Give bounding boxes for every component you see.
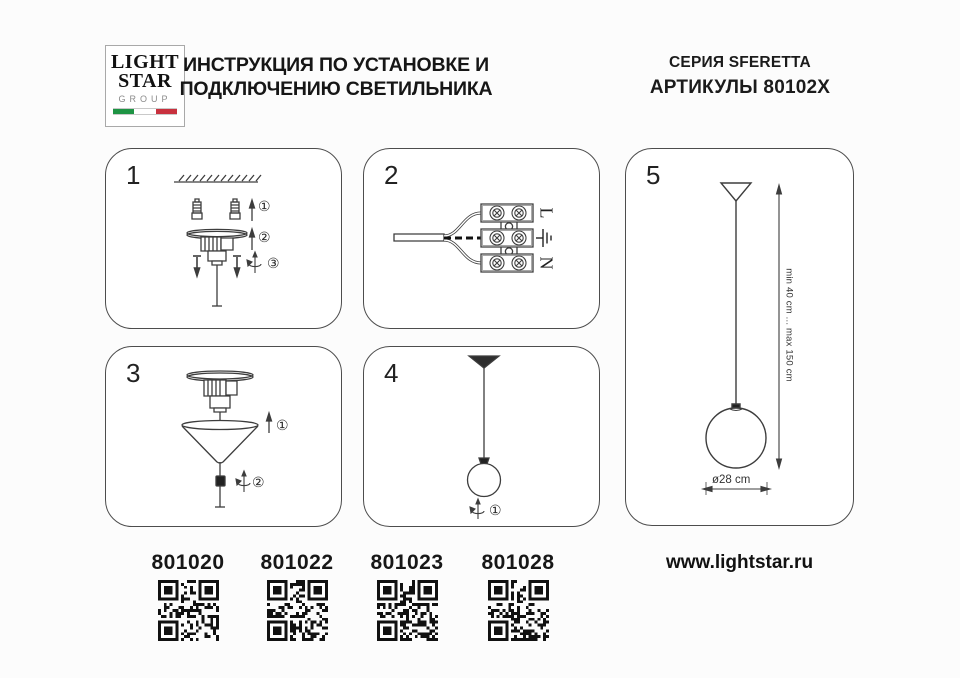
step-1-badge: ① (258, 198, 271, 214)
article-item (237, 551, 357, 641)
terminal-label-neutral: N (536, 256, 557, 270)
qr-code (158, 580, 219, 641)
screw-icon (233, 256, 241, 276)
earth-ground-icon (536, 229, 551, 247)
rotate-icon (247, 252, 261, 273)
terminal-block (481, 204, 533, 272)
ceiling-hatch-icon (174, 175, 261, 182)
panel-number: 4 (384, 358, 399, 388)
logo-word-light: LIGHT (110, 51, 180, 73)
series-block (628, 54, 852, 99)
step-2-badge: ② (252, 474, 265, 490)
pendant-dimensions-diagram (626, 149, 852, 524)
up-arrow-icon (250, 229, 255, 250)
ceiling-plate-icon (187, 229, 247, 265)
suspension-cord (215, 486, 225, 507)
canopy-mounting-diagram (106, 347, 340, 525)
cord-grip-icon (216, 476, 225, 486)
mains-cable (394, 234, 444, 241)
article-code: 801020 (151, 551, 225, 574)
glass-globe-icon (706, 408, 766, 468)
rotate-icon (236, 471, 250, 492)
panel-step-4 (363, 346, 600, 527)
height-range-label: min 40 cm ... max 150 cm (783, 268, 795, 382)
article-item (347, 551, 467, 641)
article-code: 801028 (481, 551, 555, 574)
rotate-icon (470, 499, 484, 519)
panel-number: 1 (126, 160, 141, 190)
website-link: www.lightstar.ru (665, 552, 814, 573)
panel-number: 5 (646, 160, 661, 190)
article-code: 801022 (260, 551, 334, 574)
page-title (150, 53, 522, 101)
panel-dimensions (625, 148, 854, 526)
article-item (458, 551, 578, 641)
panel-step-1 (105, 148, 342, 329)
logo-word-star: STAR (118, 70, 172, 92)
height-dimension-arrow (777, 185, 782, 468)
articles-heading: АРТИКУЛЫ 80102X (649, 77, 831, 98)
panel-step-3 (105, 346, 342, 527)
italian-flag-icon (113, 108, 177, 115)
ceiling-plate-icon (187, 371, 253, 412)
suspension-cord (212, 265, 222, 306)
up-arrow-icon (250, 200, 255, 221)
page-title-line2: ПОДКЛЮЧЕНИЮ СВЕТИЛЬНИКА (179, 78, 493, 100)
wall-plug-icon (230, 199, 240, 219)
cone-canopy-icon (469, 356, 499, 368)
step-1-badge: ① (276, 417, 289, 433)
wires (444, 213, 481, 263)
glass-globe-icon (468, 464, 501, 497)
up-arrow-icon (267, 413, 272, 433)
cone-canopy-icon (182, 421, 258, 464)
qr-code (488, 580, 549, 641)
wall-plug-icon (192, 199, 202, 219)
qr-code (377, 580, 438, 641)
panel-number: 3 (126, 358, 141, 388)
wiring-diagram (364, 149, 598, 327)
article-code: 801023 (370, 551, 444, 574)
article-item (128, 551, 248, 641)
globe-mounting-diagram (364, 347, 598, 525)
step-1-badge: ① (489, 502, 502, 518)
series-label: СЕРИЯ SFERETTA (669, 54, 811, 71)
ceiling-mounting-diagram (106, 149, 340, 327)
panel-step-2 (363, 148, 600, 329)
terminal-label-live: L (536, 207, 557, 219)
logo-word-group: GROUP (118, 94, 172, 104)
cone-canopy-icon (721, 183, 751, 201)
panel-number: 2 (384, 160, 399, 190)
page-title-line1: ИНСТРУКЦИЯ ПО УСТАНОВКЕ И (183, 54, 489, 76)
screw-icon (193, 256, 201, 276)
step-3-badge: ③ (267, 255, 280, 271)
step-2-badge: ② (258, 229, 271, 245)
qr-code (267, 580, 328, 641)
diameter-label: ø28 cm (712, 474, 751, 486)
